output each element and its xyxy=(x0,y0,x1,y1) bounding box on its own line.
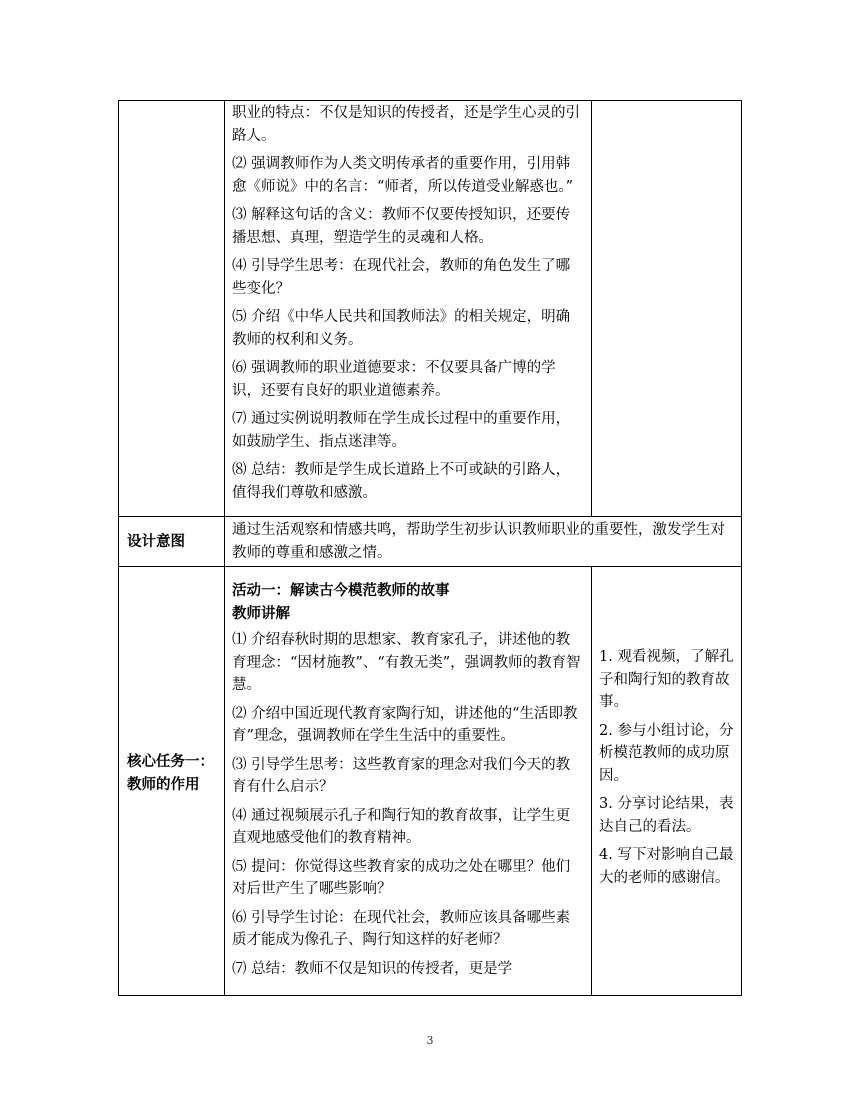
paragraph: ⑶ 引导学生思考：这些教育家的理念对我们今天的教育有什么启示？ xyxy=(232,756,571,795)
paragraph: ⑺ 总结：教师不仅是知识的传授者，更是学 xyxy=(232,960,513,977)
row1-content xyxy=(232,102,582,510)
row-divider xyxy=(119,516,741,517)
paragraph: ⑵ 强调教师作为人类文明传承者的重要作用，引用韩愈《师说》中的名言：“师者，所以传道受业解惑也。” xyxy=(232,156,574,195)
core-task-label: 核心任务一：教师的作用 xyxy=(127,754,214,793)
paragraph: 职业的特点：不仅是知识的传授者，还是学生心灵的引路人。 xyxy=(232,105,580,144)
row3-content xyxy=(232,580,582,986)
paragraph: ⑹ 引导学生讨论：在现代社会，教师应该具备哪些素质才能成为像孔子、陶行知这样的好老师？ xyxy=(232,909,571,948)
paragraph: ⑸ 提问：你觉得这些教育家的成功之处在哪里？他们对后世产生了哪些影响？ xyxy=(232,858,571,897)
column-divider xyxy=(591,567,592,995)
page-number: 3 xyxy=(426,1034,434,1047)
activity-title: 活动一：解读古今模范教师的故事 xyxy=(232,583,450,599)
design-intent-label: 设计意图 xyxy=(127,534,185,550)
paragraph: ⑴ 介绍春秋时期的思想家、教育家孔子，讲述他的教育理念：“因材施教”、“有教无类”，强调教师的教育智慧。 xyxy=(232,632,581,693)
student-activities xyxy=(599,646,737,895)
row-divider xyxy=(119,566,741,567)
paragraph: ⑹ 强调教师的职业道德要求：不仅要具备广博的学识，还要有良好的职业道德素养。 xyxy=(232,360,556,399)
paragraph: ⑶ 解释这句话的含义：教师不仅要传授知识，还要传播思想、真理，塑造学生的灵魂和人格。 xyxy=(232,207,571,246)
student-activity-item: 1. 观看视频，了解孔子和陶行知的教育故事。 xyxy=(599,649,734,710)
paragraph: ⑵ 介绍中国近现代教育家陶行知，讲述他的“生活即教育”理念，强调教师在学生生活中的重要性。 xyxy=(232,705,578,744)
student-activity-item: 2. 参与小组讨论，分析模范教师的成功原因。 xyxy=(599,722,734,784)
design-intent-content: 通过生活观察和情感共鸣，帮助学生初步认识教师职业的重要性，激发学生对教师的尊重和感激之情。 xyxy=(232,522,725,561)
paragraph: ⑷ 通过视频展示孔子和陶行知的教育故事，让学生更直观地感受他们的教育精神。 xyxy=(232,807,571,846)
paragraph: ⑺ 通过实例说明教师在学生成长过程中的重要作用，如鼓励学生、指点迷津等。 xyxy=(232,411,571,450)
student-activity-item: 4. 写下对影响自己最大的老师的感谢信。 xyxy=(599,847,734,886)
activity-subtitle: 教师讲解 xyxy=(232,605,290,622)
student-activity-item: 3. 分享讨论结果，表达自己的看法。 xyxy=(599,796,734,835)
column-divider xyxy=(591,101,592,516)
paragraph: ⑷ 引导学生思考：在现代社会，教师的角色发生了哪些变化？ xyxy=(232,258,571,297)
lesson-plan-table xyxy=(118,100,742,996)
paragraph: ⑻ 总结：教师是学生成长道路上不可或缺的引路人，值得我们尊敬和感激。 xyxy=(232,462,571,501)
paragraph: ⑸ 介绍《中华人民共和国教师法》的相关规定，明确教师的权利和义务。 xyxy=(232,309,571,348)
column-divider xyxy=(224,101,225,995)
